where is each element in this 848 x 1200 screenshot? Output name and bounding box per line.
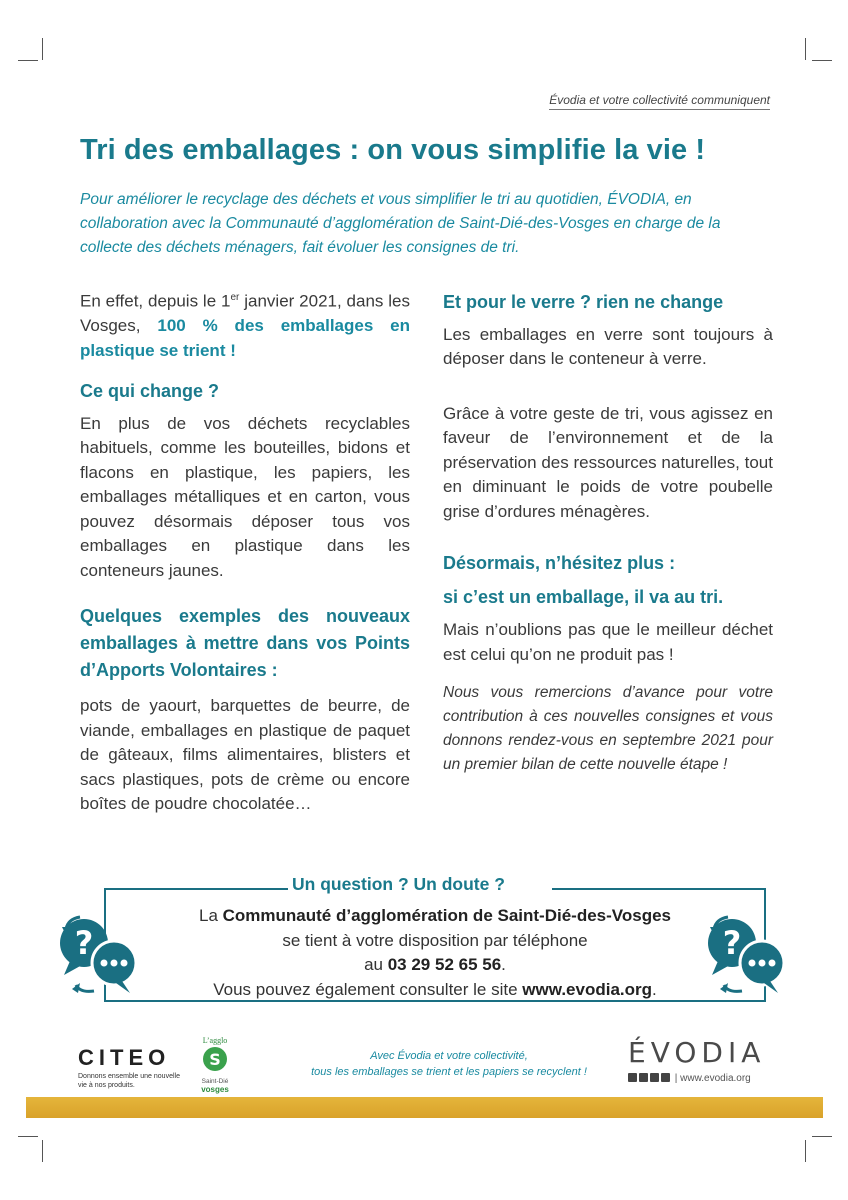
crop-mark bbox=[42, 1140, 43, 1162]
heading-dont-hesitate: Désormais, n’hésitez plus : si c’est un emballage, il va au tri. bbox=[443, 553, 724, 607]
phone-number: 03 29 52 65 56 bbox=[387, 955, 502, 974]
youtube-icon[interactable] bbox=[661, 1073, 670, 1082]
examples-paragraph: pots de yaourt, barquettes de beurre, de viande, emballages en plastique de paquet de gâteaux, films alimentaires, blisters et sacs plastiques, pots de crème ou encore boîtes de poudre chocolatée… bbox=[80, 696, 410, 814]
heading-examples: Quelques exemples des nouveaux emballages à mettre dans vos Points d’Apports Volontaires : bbox=[80, 606, 410, 681]
crop-mark bbox=[42, 38, 43, 60]
right-column bbox=[443, 290, 773, 777]
what-changes-paragraph: En plus de vos déchets recyclables habituels, comme les bouteilles, bidons et flacons en plastique, les papiers, les emballages métalliques et en carton, vous pouvez désormais déposer tous vos emballages en plastique dans les conteneurs jaunes. bbox=[80, 413, 410, 580]
footer-bar bbox=[26, 1097, 823, 1118]
thanks-paragraph: Nous vous remercions d’avance pour votre contribution à ces nouvelles consignes et vous donnons rendez-vous en septembre 2021 pour un premier bilan de cette nouvelle étape ! bbox=[443, 684, 773, 773]
crop-mark bbox=[805, 38, 806, 60]
svg-text:S: S bbox=[209, 1050, 221, 1069]
contact-box-title: Un question ? Un doute ? bbox=[292, 874, 505, 894]
question-chat-icon bbox=[50, 905, 146, 1001]
svg-text:?: ? bbox=[74, 924, 94, 962]
page-title: Tri des emballages : on vous simplifie la vie ! bbox=[80, 134, 706, 166]
agglo-logo: L’agglo S Saint-Dié vosges bbox=[192, 1036, 238, 1100]
environment-paragraph: Grâce à votre geste de tri, vous agissez en faveur de l’environnement et de la préservation des ressources naturelles, tout en diminuant le poids de votre poubelle grise d’ordures ménagères. bbox=[443, 403, 773, 521]
question-chat-icon bbox=[698, 905, 794, 1001]
twitter-icon[interactable] bbox=[639, 1073, 648, 1082]
instagram-icon[interactable] bbox=[650, 1073, 659, 1082]
glass-paragraph: Les emballages en verre sont toujours à déposer dans le conteneur à verre. bbox=[443, 324, 773, 368]
intro-paragraph: Pour améliorer le recyclage des déchets et vous simplifier le tri au quotidien, ÉVODIA, en collaboration avec la Communauté d’agglomération de Saint-Dié-des-Vosges en charge de la collecte des déchets ménagers, fait évoluer les consignes de tri. bbox=[80, 191, 721, 256]
intro-statement: En effet, depuis le 1er janvier 2021, dans les Vosges, 100 % des emballages en plastique se trient ! bbox=[80, 291, 411, 360]
evodia-logo: ÉVODIA bbox=[628, 1036, 766, 1069]
crop-mark bbox=[812, 60, 832, 61]
top-note: Évodia et votre collectivité communiquent bbox=[549, 93, 770, 110]
left-column bbox=[80, 286, 410, 817]
crop-mark bbox=[812, 1136, 832, 1137]
footer-slogan: Avec Évodia et votre collectivité, tous les emballages se trient et les papiers se recyclent ! bbox=[311, 1050, 587, 1078]
contact-box-border bbox=[104, 888, 288, 890]
svg-text:?: ? bbox=[722, 924, 742, 962]
agglo-emblem-icon bbox=[192, 1045, 238, 1073]
reduce-waste-paragraph: Mais n’oublions pas que le meilleur déchet est celui qu’on ne produit pas ! bbox=[443, 620, 773, 664]
citeo-logo: CITEO bbox=[78, 1045, 171, 1070]
evodia-website[interactable]: | www.evodia.org bbox=[674, 1073, 751, 1084]
citeo-tagline: Donnons ensemble une nouvelle vie à nos produits. bbox=[78, 1073, 180, 1089]
website-link[interactable]: www.evodia.org bbox=[522, 979, 653, 999]
crop-mark bbox=[18, 1136, 38, 1137]
evodia-social bbox=[628, 1073, 751, 1084]
crop-mark bbox=[805, 1140, 806, 1162]
heading-what-changes: Ce qui change ? bbox=[80, 381, 220, 402]
heading-glass: Et pour le verre ? rien ne change bbox=[443, 292, 724, 312]
crop-mark bbox=[18, 60, 38, 61]
facebook-icon[interactable] bbox=[628, 1073, 637, 1082]
contact-box-text: La Communauté d’agglomération de Saint-Dié-des-Vosges se tient à votre disposition par téléphone au 03 29 52 65 56. Vous pouvez également consulter le site www.evodia.org. bbox=[199, 906, 671, 999]
contact-box-border bbox=[552, 888, 764, 890]
